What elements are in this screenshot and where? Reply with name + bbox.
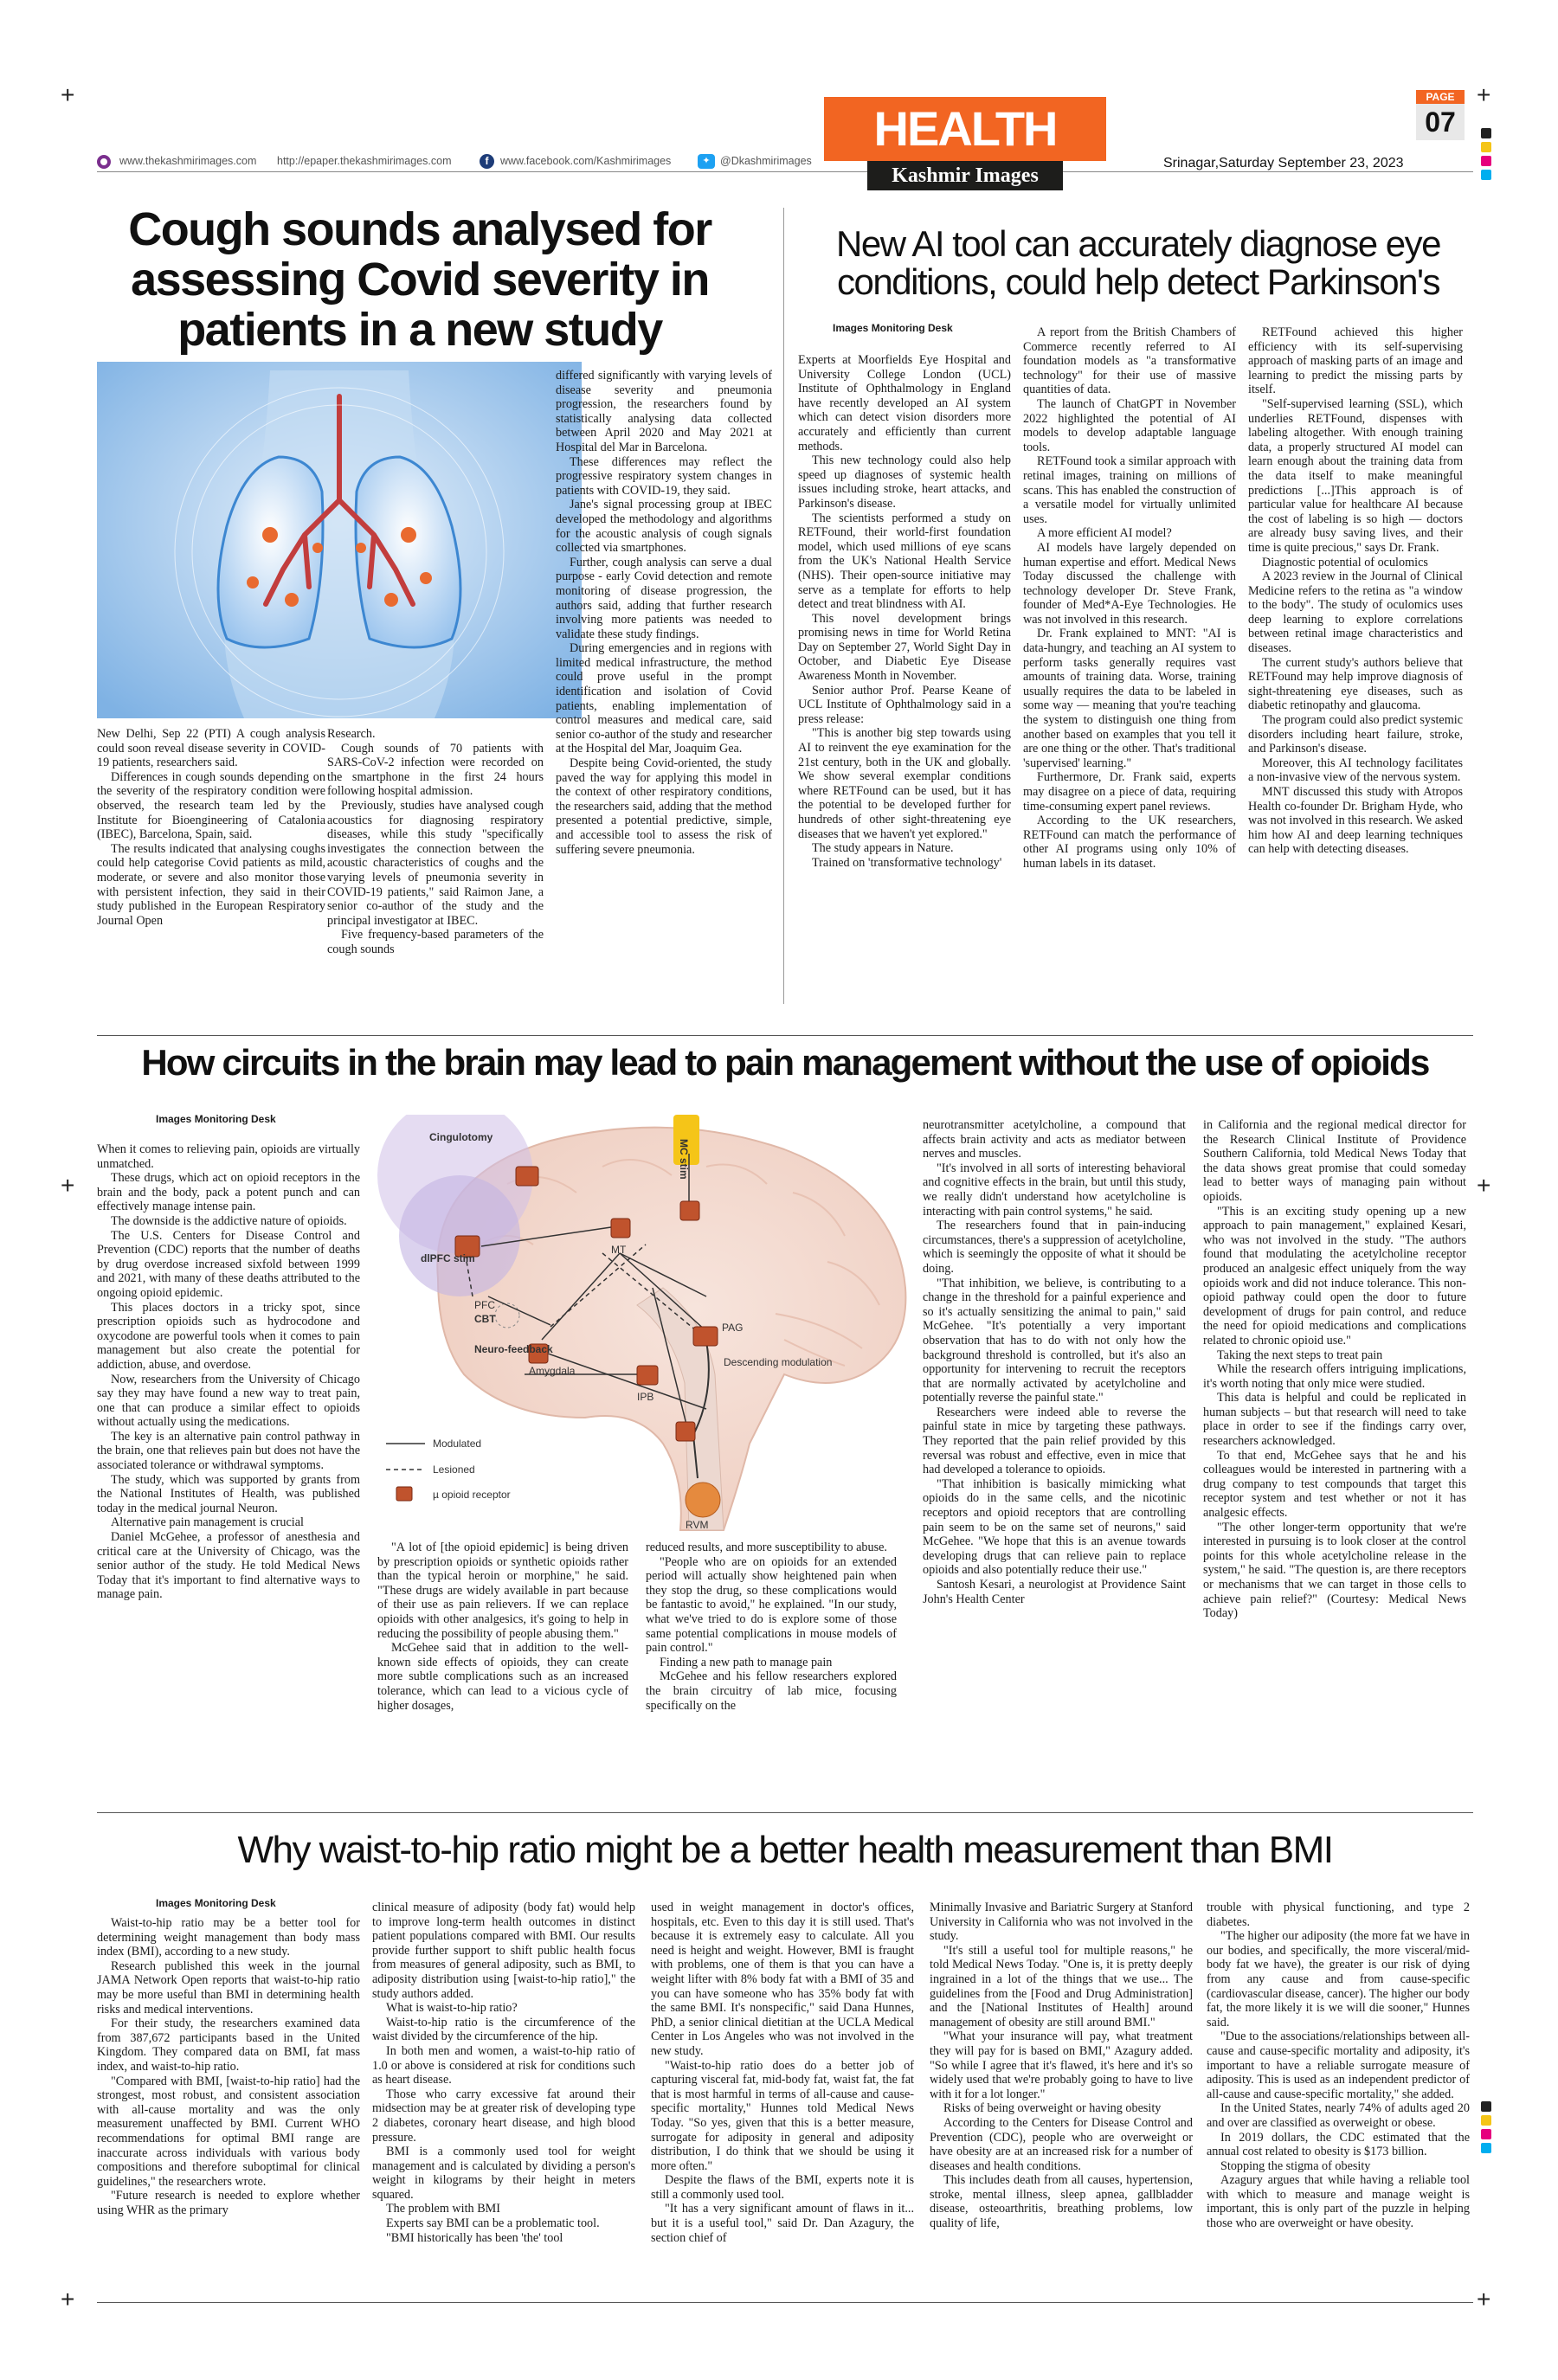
a1-column-3 <box>556 369 772 857</box>
paragraph: "It has a very significant amount of flaws in it... but it is a useful tool," said Dr. Dan Azagury, the section chief of <box>651 2202 914 2245</box>
a2-column-3 <box>1248 325 1463 857</box>
subhead: Diagnostic potential of oculomics <box>1262 555 1428 569</box>
a2-column-2 <box>1023 325 1236 872</box>
diagram-label: Cingulotomy <box>429 1131 493 1143</box>
paragraph: The program could also predict systemic disorders including heart failure, stroke, and Parkinson's disease. <box>1248 713 1463 756</box>
paragraph: In both men and women, a waist-to-hip ratio of 1.0 or above is considered at risk for conditions such as heart disease. <box>372 2043 635 2087</box>
headline: New AI tool can accurately diagnose eye conditions, could help detect Parkinson's <box>836 223 1440 302</box>
paragraph: Differences in cough sounds depending on the severity of the respiratory condition were observed, the research team led by the Institute for Bioengineering of Catalonia (IBEC), Barcelona, Spain, said. <box>97 769 325 842</box>
header-rule <box>97 171 1473 172</box>
subhead: Finding a new path to manage pain <box>660 1655 833 1669</box>
paragraph: New Delhi, Sep 22 (PTI) A cough analysis could soon reveal disease severity in COVID-19 patients, researchers said. <box>97 727 325 770</box>
paragraph: The scientists performed a study on RETFound, their world-first foundation model, which used millions of eye scans from the UK's National Health Service (NHS). Their open-source initiative may serve as a template for efforts to help detect and treat blindness with AI. <box>798 511 1011 612</box>
paragraph: BMI is a commonly used tool for weight management and is calculated by dividing a person's weight in kilograms by their height in meters squared. <box>372 2145 635 2202</box>
paragraph: A 2023 review in the Journal of Clinical Medicine refers to the retina as "a window to the body". The study of oculomics uses deep learning to explore correlations between retinal image characteristics and diseases. <box>1248 569 1463 656</box>
a3-column-2 <box>377 1541 628 1713</box>
a4-column-3 <box>651 1901 914 2245</box>
diagram-label: MC stim <box>678 1139 690 1180</box>
paragraph: Experts say BMI can be a problematic tool. <box>386 2216 600 2231</box>
paragraph: According to the UK researchers, RETFound can match the performance of other AI programs using only 10% of human labels in its dataset. <box>1023 814 1236 871</box>
paragraph: "The other longer-term opportunity that we're interested in pursuing is to look closer at the control points for this whole acetylcholine release in the system," he said. "The question is, are there receptors or mechanisms that we can target in those cells to achieve pain relief?" (Courtesy: Medical News Today) <box>1203 1520 1466 1621</box>
diagram-label: PAG <box>722 1322 744 1334</box>
paragraph: Research published this week in the journal JAMA Network Open reports that waist-to-hip ratio may be more useful than BMI in determining health risks and medical interventions. <box>97 1959 360 2017</box>
paragraph: Five frequency-based parameters of the cough sounds <box>327 928 544 956</box>
paragraph: "It's still a useful tool for multiple reasons," he told Medical News Today. "One is, it is pretty deeply ingrained in a lot of the things that we use... The guidelines from the [Food and Drug Administration] and the [National Institutes of Health] around management of obesity are still around BMI." <box>930 1943 1193 2029</box>
paragraph: "That inhibition is basically mimicking what opioids do in the same cells, and the nicotinic receptors and opioid receptors that are controlling pain seem to be on the same set of neurons," said McGehee. "We hope that this is an avenue towards developing drugs that can relieve pain to replace opioids and also potentially reduce their use." <box>923 1476 1186 1578</box>
paragraph: Despite the flaws of the BMI, experts note it is still a commonly used tool. <box>651 2173 914 2202</box>
brain-diagram <box>377 1115 914 1534</box>
paragraph: Minimally Invasive and Bariatric Surgery at Stanford University in California who was not involved in the study. <box>930 1901 1193 1944</box>
website-link[interactable]: www.thekashmirimages.com <box>119 155 257 167</box>
paragraph: The launch of ChatGPT in November 2022 highlighted the potential of AI models to develop adaptable language tools. <box>1023 396 1236 454</box>
paragraph: This new technology could also help speed up diagnoses of systemic health issues including stroke, heart attacks, and Parkinson's disease. <box>798 453 1011 511</box>
color-swatches <box>1481 128 1493 180</box>
paragraph: The results indicated that analysing coughs could help categorise Covid patients as mild, moderate, or severe and also monitor those with persistent infection, they said in their study published in the European Respiratory Journal Open <box>97 841 325 928</box>
diagram-label: Amygdala <box>529 1365 576 1377</box>
paragraph: The U.S. Centers for Disease Control and Prevention (CDC) reports that the number of deaths by drug overdose increased sixfold between 1999 and 2021, with many of these deaths attributed to the ongoing opioid epidemic. <box>97 1228 360 1300</box>
paragraph: "BMI historically has been 'the' tool <box>386 2230 563 2245</box>
paragraph: "It's involved in all sorts of interesting behavioral and cognitive effects in the brain, but until this study, we really didn't understand how acetylcholine is interacting with pain control systems," he said. <box>923 1161 1186 1219</box>
paragraph: To that end, McGehee says that he and his colleagues would be interested in partnering with a drug company to test compounds that target this receptor system and test whether or not it has analgesic effects. <box>1203 1448 1466 1521</box>
diagram-label: CBT <box>474 1313 496 1325</box>
a4-column-1 <box>97 1916 360 2217</box>
paragraph: This places doctors in a tricky spot, since prescription opioids such as hydrocodone and oxycodone are powerful tools when it comes to pain management but also create the potential for addiction, abuse, and overdose. <box>97 1300 360 1372</box>
paragraph: Those who carry excessive fat around their midsection may be at greater risk of developing type 2 diabetes, coronary heart disease, and high blood pressure. <box>372 2087 635 2145</box>
paragraph: Azagury argues that while having a reliable tool with which to measure and manage weight is important, this is only part of the puzzle in helping those who are overweight or have obesity. <box>1207 2173 1470 2231</box>
paragraph: According to the Centers for Disease Control and Prevention (CDC), people who are overweight or have obesity are at an increased risk for a number of diseases and health conditions. <box>930 2115 1193 2173</box>
paragraph: "The higher our adiposity (the more fat we have in our bodies, and specifically, the more visceral/mid-body fat we have), the greater is our risk of dying from any cause and from cause-specific (cardiovascular disease, cancer). The higher our body fat, the more likely it is we will die sooner," Hunnes said. <box>1207 1929 1470 2029</box>
twitter-link[interactable]: @Dkashmirimages <box>720 155 812 167</box>
paper-name: Kashmir Images <box>867 161 1063 190</box>
a2-column-1 <box>798 353 1011 870</box>
legend-label: µ opioid receptor <box>433 1489 511 1501</box>
dateline: Srinagar,Saturday September 23, 2023 <box>1163 156 1404 170</box>
a4-column-2 <box>372 1901 635 2245</box>
paragraph: Now, researchers from the University of Chicago say they may have found a new way to treat pain, one that can produce a similar effect to opioids without actually using the medications. <box>97 1372 360 1430</box>
diagram-label: IPB <box>637 1391 654 1403</box>
paragraph: clinical measure of adiposity (body fat) would help to improve long-term health outcomes in distinct patient populations compared with BMI. Our results provide further support to shift public health focus from measures of general adiposity, such as BMI, to adiposity distribution using [waist-to-hip ratio]," the study authors added. <box>372 1901 635 2001</box>
subhead: Risks of being overweight or having obesity <box>943 2101 1162 2116</box>
subhead: Taking the next steps to treat pain <box>1217 1348 1383 1362</box>
paragraph: The current study's authors believe that RETFound may help improve diagnosis of sight-threatening eye diseases, such as diabetic retinopathy and glaucoma. <box>1248 655 1463 713</box>
diagram-label: PFC <box>474 1299 495 1311</box>
diagram-label: RVM <box>686 1519 709 1531</box>
paragraph: A report from the British Chambers of Commerce recently referred to AI foundation models as "a transformative technology" for their use of massive quantities of data. <box>1023 325 1236 397</box>
paragraph: "A lot of [the opioid epidemic] is being driven by prescription opioids or synthetic opioids rather than the typical heroin or morphine," he said. "These drugs are widely available in part because of their use as pain relievers. If we can replace opioids with other analgesics, it's going to help in reducing the possibility of people abusing them." <box>377 1541 628 1641</box>
masthead <box>824 97 1106 190</box>
paragraph: RETFound achieved this higher efficiency with its self-supervising approach of masking parts of an image and learning to predict the missing parts by itself. <box>1248 325 1463 397</box>
paragraph: differed significantly with varying levels of disease severity and pneumonia progression, the researchers found by statistically analysing data collected between April 2020 and May 2021 at Hospital del Mar in Barcelona. <box>556 369 772 454</box>
page-number: 07 <box>1416 104 1465 140</box>
subhead: Alternative pain management is crucial <box>111 1515 304 1530</box>
paragraph: Senior author Prof. Pearse Keane of UCL Institute of Ophthalmology said in a press release: <box>798 683 1011 726</box>
paragraph: "That inhibition, we believe, is contributing to a change in the threshold for a painful experience and so it's actually sensitizing the animal to pain," said McGehee. "It's potentially a very important observation that has to do with not only how the background threshold is controlled, but it's also an opportunity for intervening to recruit the receptors that are normally activated by acetylcholine and potentially reverse the painful state." <box>923 1276 1186 1405</box>
legend-label: Lesioned <box>433 1463 475 1476</box>
registration-mark: + <box>61 81 75 108</box>
headline: Cough sounds analysed for assessing Covid severity in patients in a new study <box>128 203 711 356</box>
paragraph: Jane's signal processing group at IBEC developed the methodology and algorithms for the acoustic analysis of cough signals collected via smartphones. <box>556 498 772 556</box>
paragraph: Trained on 'transformative technology' <box>812 855 1002 870</box>
a3-column-3 <box>646 1541 897 1713</box>
a3-column-5 <box>1203 1118 1466 1621</box>
section-rule <box>97 1812 1473 1813</box>
registration-mark: + <box>1477 81 1491 108</box>
paragraph: This data is helpful and could be replicated in human subjects – but that research will need to take place in order to see if the findings carry over, researchers acknowledged. <box>1203 1391 1466 1449</box>
bottom-rule <box>97 2302 1473 2303</box>
paragraph: Previously, studies have analysed cough acoustics for diagnosing respiratory diseases, while this study "specifically investigates the connection between the acoustic characteristics of coughs and the varying levels of pneumonia severity in COVID-19 patients," said Raimon Jane, a senior co-author of the study and the principal investigator at IBEC. <box>327 798 544 928</box>
paragraph: This novel development brings promising news in time for World Retina Day on September 27, World Sight Day in October, and Diabetic Eye Disease Awareness Month in November. <box>798 611 1011 684</box>
page-label: PAGE <box>1416 90 1465 104</box>
paragraph: Further, cough analysis can serve a dual purpose - early Covid detection and remote monitoring of disease progression, the authors said, adding that further research involving more patients was needed to validate these study findings. <box>556 555 772 641</box>
paragraph: "What your insurance will pay, what treatment they will pay for is based on BMI," Azagury added. "So while I agree that it's flawed, it's here and it's so widely used that we're probably going to have to live with it for a lot longer." <box>930 2029 1193 2101</box>
paragraph: Furthermore, Dr. Frank said, experts may disagree on a piece of data, requiring time-consuming expert panel reviews. <box>1023 770 1236 814</box>
paragraph: trouble with physical functioning, and type 2 diabetes. <box>1207 1901 1470 1929</box>
paragraph: In 2019 dollars, the CDC estimated that the annual cost related to obesity is $173 billion. <box>1207 2130 1470 2159</box>
paragraph: The key is an alternative pain control pathway in the brain, one that relieves pain but does not have the associated tolerance or withdrawal symptoms. <box>97 1429 360 1473</box>
paragraph: Dr. Frank explained to MNT: "AI is data-hungry, and teaching an AI system to perform tasks generally requires vast amounts of training data. Worse, training usually requires the data to be labeled in some way — meaning that you're teaching the system to distinguish one thing from another based on examples that you tell it are one thing or the other. That's traditional 'supervised' learning." <box>1023 627 1236 770</box>
column-divider <box>783 208 784 1004</box>
paragraph: While the research offers intriguing implications, it's worth noting that only mice were studied. <box>1203 1362 1466 1391</box>
paragraph: Despite being Covid-oriented, the study paved the way for applying this model in the context of other respiratory conditions, the researchers said, adding that the method presented a potential predictive, simple, and accessible tool to assess the risk of suffering severe pneumonia. <box>556 756 772 857</box>
paragraph: used in weight management in doctor's offices, hospitals, etc. Even to this day it is still used. That's because it is extremely easy to calculate. All you need is height and weight. However, BMI is fraught with problems, one of them is that you can have a weight lifter with 8% body fat with a BMI of 35 and you can have someone who has 35% body fat with the same BMI. It's nonspecific," said Dana Hunnes, PhD, a senior clinical dietitian at the UCLA Medical Center in Los Angeles who was not involved in the new study. <box>651 1901 914 2058</box>
facebook-icon: f <box>480 154 494 169</box>
paragraph: AI models have largely depended on human expertise and effort. Medical News Today discussed the challenge with technology developer Dr. Steve Frank, founder of Med*A-Eye Technologies. He was not involved in this research. <box>1023 540 1236 627</box>
diagram-label: Neuro-feedback <box>474 1343 553 1355</box>
twitter-icon: ✦ <box>698 154 715 169</box>
a3-column-4 <box>923 1118 1186 1606</box>
paragraph: Research. <box>327 727 376 741</box>
paragraph: Moreover, this AI technology facilitates a non-invasive view of the nervous system. <box>1248 756 1463 785</box>
page-box <box>1416 90 1465 142</box>
paragraph: Researchers were indeed able to reverse the painful state in mice by targeting these pathways. They reported that the pain relief provided by this reversal was robust and effective, even in mice that had developed a tolerance to opioids. <box>923 1405 1186 1477</box>
paragraph: "This is another big step towards using AI to reinvent the eye examination for the 21st century, both in the UK and globally. We show several exemplar conditions where RETFound can be used, but it has the potential to be developed further for hundreds of other sight-threatening eye diseases that we haven't yet explored." <box>798 726 1011 841</box>
byline: Images Monitoring Desk <box>156 1897 276 1909</box>
paragraph: in California and the regional medical director for the Research Clinical Institute of Providence Southern California, told Medical News Today that the data shows great promise that could someday lead to better ways of managing pain without opioids. <box>1203 1118 1466 1204</box>
a4-column-4 <box>930 1901 1193 2231</box>
paragraph: "Waist-to-hip ratio does do a better job of capturing visceral fat, mid-body fat, waist fat, the fat that is most harmful in terms of all-cause and cause-specific mortality," Hunnes told Medical News Today. "So yes, given that this is a better measure, surrogate for adiposity in general and adiposity distribution, I do think that we should be using it more often." <box>651 2058 914 2173</box>
facebook-link[interactable]: www.facebook.com/Kashmirimages <box>500 155 672 167</box>
paragraph: MNT discussed this study with Atropos Health co-founder Dr. Brigham Hyde, who was not involved in this research. We asked him how AI and deep learning techniques can help with detecting diseases. <box>1248 785 1463 857</box>
registration-mark: + <box>1477 2286 1491 2312</box>
byline: Images Monitoring Desk <box>156 1113 276 1125</box>
lungs-illustration <box>97 362 582 718</box>
legend-label: Modulated <box>433 1438 482 1450</box>
paragraph: For their study, the researchers examined data from 387,672 participants based in the United Kingdom. They compared data on BMI, fat mass index, and waist-to-hip ratio. <box>97 2017 360 2074</box>
paragraph: The study appears in Nature. <box>812 841 954 856</box>
paragraph: The study, which was supported by grants from the National Institutes of Health, was published today in the medical journal Neuron. <box>97 1472 360 1515</box>
web-icon <box>97 155 111 169</box>
byline: Images Monitoring Desk <box>833 322 953 334</box>
a1-column-2 <box>327 727 544 957</box>
paragraph: Waist-to-hip ratio may be a better tool for determining weight management than body mass index (BMI), according to a new study. <box>97 1916 360 1959</box>
paragraph: "People who are on opioids for an extended period will actually show heightened pain when they stop the drug, so these complications would be fantastic to avoid," he explained. "In our study, what we've tried to do is explore some of those same potential complications in mouse models of pain control." <box>646 1554 897 1656</box>
paragraph: Waist-to-hip ratio is the circumference of the waist divided by the circumference of the hip. <box>372 2015 635 2044</box>
paragraph: During emergencies and in regions with limited medical infrastructure, the method could prove useful in the prompt identification and isolation of Covid patients, enabling implementation of control measures and medical care, said senior co-author of the study and researcher at the Hospital del Mar, Joaquim Gea. <box>556 641 772 756</box>
diagram-label: Descending modulation <box>724 1356 833 1368</box>
paragraph: In the United States, nearly 74% of adults aged 20 and over are classified as overweight or obese. <box>1207 2101 1470 2130</box>
paragraph: The downside is the addictive nature of opioids. <box>111 1213 347 1228</box>
a4-column-5 <box>1207 1901 1470 2231</box>
headline: How circuits in the brain may lead to pain management without the use of opioids <box>141 1042 1429 1083</box>
a3-column-1 <box>97 1142 360 1602</box>
paragraph: This includes death from all causes, hypertension, stroke, mental illness, sleep apnea, gallbladder disease, osteoarthritis, breathing problems, low quality of life, <box>930 2173 1193 2231</box>
headline: Why waist-to-hip ratio might be a better health measurement than BMI <box>237 1829 1333 1871</box>
paragraph: These differences may reflect the progressive respiratory system changes in patients with COVID-19, they said. <box>556 454 772 498</box>
subhead: What is waist-to-hip ratio? <box>386 2001 518 2016</box>
paragraph: When it comes to relieving pain, opioids are virtually unmatched. <box>97 1142 360 1171</box>
registration-mark: + <box>61 2286 75 2312</box>
subhead: Stopping the stigma of obesity <box>1220 2158 1371 2173</box>
a1-column-1 <box>97 727 325 928</box>
subhead: The problem with BMI <box>386 2202 501 2216</box>
paragraph: "Compared with BMI, [waist-to-hip ratio] had the strongest, most robust, and consistent association with all-cause mortality and was the only measurement unaffected by BMI. Current WHO recommendations for optimal BMI range are inaccurate across individuals with various body compositions and therefore suboptimal for clinical guidelines," the researchers wrote. <box>97 2074 360 2189</box>
paragraph: Cough sounds of 70 patients with SARS-CoV-2 infection were recorded on the smartphone in the first 24 hours following hospital admission. <box>327 741 544 799</box>
paragraph: McGehee said that in addition to the well-known side effects of opioids, they can create more subtle complications such as an increased tolerance, which can lead to a vicious cycle of higher dosages, <box>377 1641 628 1713</box>
paragraph: neurotransmitter acetylcholine, a compound that affects brain activity and acts as mediator between nerves and muscles. <box>923 1118 1186 1161</box>
paragraph: McGehee and his fellow researchers explored the brain circuitry of lab mice, focusing specifically on the <box>646 1669 897 1713</box>
paragraph: "This is an exciting study opening up a new approach to pain management," explained Kesari, who was not involved in the study. "The authors found that modulating the acetylcholine receptor produced an analgesic effect uniquely from the way opioids work and did not induce tolerance. This non-opioid pathway could open the door to future development of drugs for pain control, and reduce the need for opioid medications and complications related to chronic opioid use." <box>1203 1204 1466 1348</box>
paragraph: RETFound took a similar approach with retinal images, training on millions of scans. This has enabled the construction of a versatile model for virtually unlimited uses. <box>1023 454 1236 526</box>
paragraph: Daniel McGehee, a professor of anesthesia and critical care at the University of Chicago, was the senior author of the study. He told Medical News Today that it's important to find alternative ways to manage pain. <box>97 1530 360 1602</box>
registration-mark: + <box>1477 1172 1491 1199</box>
epaper-link[interactable]: http://epaper.thekashmirimages.com <box>277 155 452 167</box>
diagram-label: MT <box>611 1244 627 1256</box>
section-title: HEALTH <box>824 97 1106 161</box>
paragraph: The researchers found that in pain-inducing circumstances, there's a suppression of acetylcholine, which is seemingly the opposite of what it should be doing. <box>923 1219 1186 1276</box>
paragraph: These drugs, which act on opioid receptors in the brain and the body, pack a potent punch and can effectively manage intense pain. <box>97 1171 360 1214</box>
paragraph: Santosh Kesari, a neurologist at Providence Saint John's Health Center <box>923 1578 1186 1606</box>
paragraph: "Due to the associations/relationships between all-cause and cause-specific mortality and adiposity, it's important to have a reliable surrogate measure of adiposity. This is used as an independent predictor of all-cause and cause-specific mortality," she added. <box>1207 2029 1470 2101</box>
diagram-label: dlPFC stim <box>421 1252 475 1264</box>
paragraph: Experts at Moorfields Eye Hospital and University College London (UCL) Institute of Ophthalmology in England have recently developed an AI system which can detect vision disorders more accurately and efficiently than current methods. <box>798 353 1011 453</box>
paragraph: reduced results, and more susceptibility to abuse. <box>646 1541 887 1554</box>
paragraph: "Future research is needed to explore whether using WHR as the primary <box>97 2189 360 2217</box>
subhead: A more efficient AI model? <box>1037 526 1172 541</box>
paragraph: "Self-supervised learning (SSL), which underlies RETFound, dispenses with labeling altogether. With enough training data, a properly structured AI model can learn enough about the training data from the data itself to make meaningful predictions [...]This approach is of particular value for healthcare AI because the cost of labeling is so high — doctors are already busy saving lives, and their time is quite precious," says Dr. Frank. <box>1248 396 1463 555</box>
section-rule <box>97 1035 1473 1036</box>
registration-mark: + <box>61 1172 75 1199</box>
color-swatches <box>1481 2101 1493 2153</box>
